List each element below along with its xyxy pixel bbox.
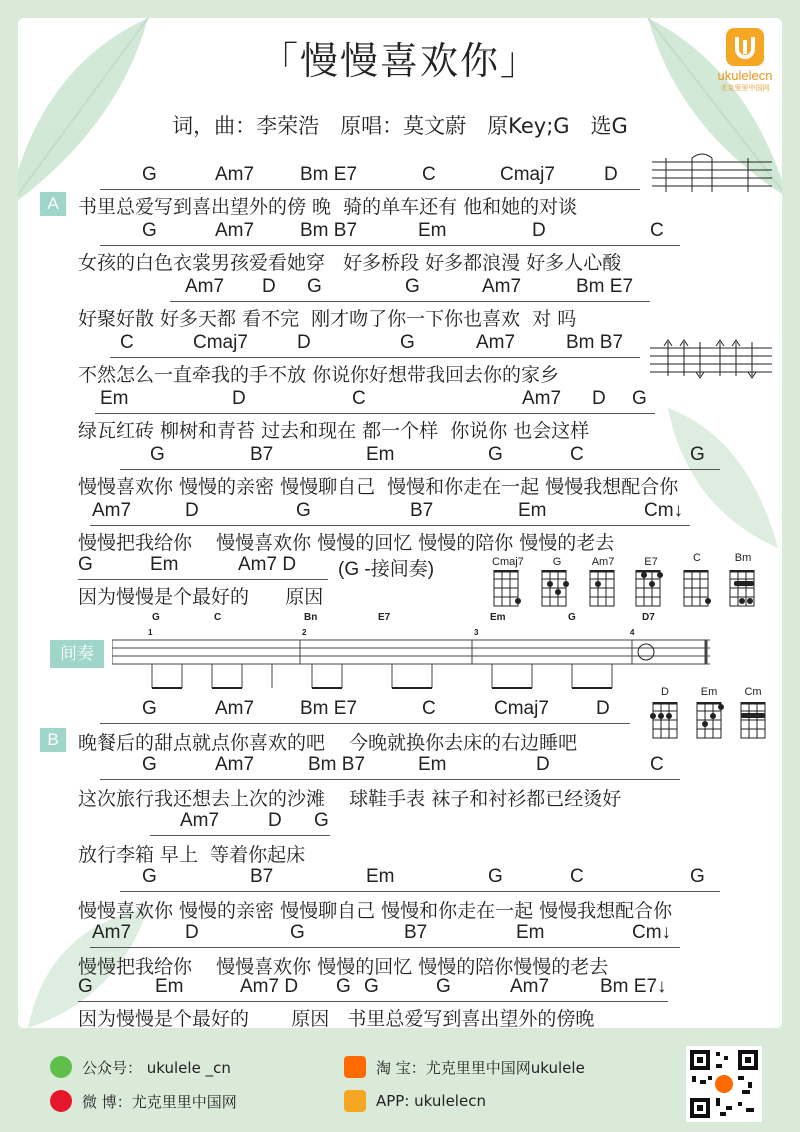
chord: C bbox=[422, 164, 436, 185]
chord: D bbox=[592, 388, 606, 409]
chord: G bbox=[296, 500, 311, 521]
chord-underline bbox=[78, 579, 328, 580]
chord: Am7 D bbox=[238, 554, 297, 575]
section-b-label: B bbox=[40, 728, 66, 752]
chord: D bbox=[297, 332, 311, 353]
wechat-info bbox=[50, 1056, 231, 1078]
chord: C bbox=[650, 754, 664, 775]
chord: Em bbox=[155, 976, 184, 997]
chord: Cmaj7 bbox=[500, 164, 555, 185]
chord: G bbox=[290, 922, 305, 943]
chord: D bbox=[185, 922, 199, 943]
strum-pattern-icon bbox=[652, 152, 772, 196]
logo-subtitle: 尤克里里中国网 bbox=[720, 84, 770, 92]
tab-chord: G bbox=[152, 612, 160, 623]
song-credits: 词，曲：李荣浩 原唱：莫文蔚 原Key;G 选G bbox=[172, 114, 628, 138]
app-icon bbox=[344, 1090, 366, 1112]
chord: G bbox=[314, 810, 329, 831]
chord: Am7 D bbox=[240, 976, 299, 997]
chord: Em bbox=[518, 500, 547, 521]
chord: Am7 bbox=[92, 500, 132, 521]
chord: G bbox=[400, 332, 415, 353]
chord: Em bbox=[516, 922, 545, 943]
app-text: APP: ukulelecn bbox=[376, 1092, 486, 1110]
chord-underline bbox=[90, 947, 680, 948]
interlude-tablature bbox=[112, 636, 712, 694]
section-a-label: A bbox=[40, 192, 66, 216]
chord: B7 bbox=[250, 444, 274, 465]
tab-chord: G bbox=[568, 612, 576, 623]
lyric-line: 女孩的白色衣裳男孩爱看她穿 好多桥段 好多都浪漫 好多人心酸 bbox=[78, 252, 622, 274]
chord: C bbox=[650, 220, 664, 241]
chord: Am7 bbox=[215, 754, 255, 775]
lyric-line: 慢慢把我给你 慢慢喜欢你 慢慢的回忆 慢慢的陪你慢慢的老去 bbox=[78, 956, 609, 978]
lyric-line: 慢慢把我给你 慢慢喜欢你 慢慢的回忆 慢慢的陪你 慢慢的老去 bbox=[78, 532, 615, 554]
lyric-line: 放行李箱 早上 等着你起床 bbox=[78, 844, 306, 866]
chord: Em bbox=[366, 866, 395, 887]
chord: B7 bbox=[404, 922, 428, 943]
footer bbox=[0, 1040, 800, 1132]
chord: Bm E7 bbox=[576, 276, 634, 297]
chord: Bm B7 bbox=[566, 332, 624, 353]
chord: G bbox=[142, 754, 157, 775]
tab-chord: D7 bbox=[642, 612, 655, 623]
chord: Cm↓ bbox=[632, 922, 672, 943]
chord-underline bbox=[120, 469, 720, 470]
chord-underline bbox=[120, 891, 720, 892]
taobao-info bbox=[344, 1056, 585, 1078]
chord-diagram-label: Cm bbox=[744, 686, 762, 698]
chord: G bbox=[307, 276, 322, 297]
chord-grid-icons bbox=[650, 702, 780, 742]
chord: G bbox=[142, 866, 157, 887]
chord: Bm E7 bbox=[300, 164, 358, 185]
lyric-line: 晚餐后的甜点就点你喜欢的吧 今晚就换你去床的右边睡吧 bbox=[78, 732, 578, 754]
chord: D bbox=[596, 698, 610, 719]
chord: G bbox=[632, 388, 647, 409]
lyric-line: 不然怎么一直牵我的手不放 你说你好想带我回去你的家乡 bbox=[78, 364, 560, 386]
chord-underline bbox=[110, 357, 640, 358]
taobao-icon bbox=[344, 1056, 366, 1078]
app-info bbox=[344, 1090, 486, 1112]
chord: Em bbox=[366, 444, 395, 465]
tab-chord: Bn bbox=[304, 612, 318, 623]
chord: G bbox=[78, 554, 93, 575]
tab-chord: E7 bbox=[378, 612, 391, 623]
chord-underline bbox=[90, 525, 690, 526]
chord: G bbox=[78, 976, 93, 997]
chord: Em bbox=[100, 388, 129, 409]
chord: Cm↓ bbox=[644, 500, 684, 521]
measure-number: 4 bbox=[630, 628, 635, 637]
lyric-line: 好聚好散 好多天都 看不完 刚才吻了你一下你也喜欢 对 吗 bbox=[78, 308, 577, 330]
lyric-line: 因为慢慢是个最好的 原因 书里总爱写到喜出望外的傍晚 bbox=[78, 1008, 595, 1030]
ukulele-logo-icon bbox=[726, 28, 764, 66]
chord: D bbox=[232, 388, 246, 409]
chord-underline bbox=[95, 413, 655, 414]
chord-underline bbox=[78, 1001, 668, 1002]
chord: D bbox=[262, 276, 276, 297]
chord-underline bbox=[100, 245, 680, 246]
chord-underline bbox=[150, 835, 330, 836]
chord-diagram-label: C bbox=[693, 552, 701, 564]
chord-diagram-label: E7 bbox=[644, 556, 658, 568]
chord: G bbox=[436, 976, 451, 997]
weibo-text: 微 博：尤克里里中国网 bbox=[82, 1092, 237, 1111]
chord: B7 bbox=[250, 866, 274, 887]
chord-underline bbox=[170, 301, 650, 302]
measure-number: 1 bbox=[148, 628, 153, 637]
chord: Am7 bbox=[215, 220, 255, 241]
chord: Am7 bbox=[215, 164, 255, 185]
chord: Bm E7↓ bbox=[600, 976, 667, 997]
chord: D bbox=[536, 754, 550, 775]
chord: C bbox=[120, 332, 134, 353]
lyric-line: 这次旅行我还想去上次的沙滩 球鞋手表 袜子和衬衫都已经烫好 bbox=[78, 788, 622, 810]
chord: Am7 bbox=[476, 332, 516, 353]
lyric-line: 慢慢喜欢你 慢慢的亲密 慢慢聊自己 慢慢和你走在一起 慢慢我想配合你 bbox=[78, 476, 679, 498]
chord: Cmaj7 bbox=[193, 332, 248, 353]
chord: G bbox=[142, 220, 157, 241]
taobao-text: 淘 宝：尤克里里中国网ukulele bbox=[376, 1058, 585, 1077]
chord: Am7 bbox=[180, 810, 220, 831]
chord: G bbox=[690, 866, 705, 887]
chord-diagram-label: Cmaj7 bbox=[492, 556, 524, 568]
chord: G bbox=[488, 866, 503, 887]
chord: G bbox=[336, 976, 351, 997]
chord: Am7 bbox=[510, 976, 550, 997]
chord-grid-icons bbox=[490, 570, 770, 612]
chord: D bbox=[532, 220, 546, 241]
chord-underline bbox=[100, 779, 680, 780]
lyric-line: 绿瓦红砖 柳树和青苔 过去和现在 都一个样 你说你 也会这样 bbox=[78, 420, 590, 442]
chord-diagram-label: Em bbox=[700, 686, 718, 698]
chord: D bbox=[604, 164, 618, 185]
weibo-info bbox=[50, 1090, 237, 1112]
chord-diagram-label: Bm bbox=[734, 552, 752, 564]
chord: Em bbox=[150, 554, 179, 575]
chord: C bbox=[352, 388, 366, 409]
chord: (G -接间奏) bbox=[338, 559, 435, 580]
wechat-text: 公众号： ukulele _cn bbox=[82, 1058, 231, 1077]
chord: C bbox=[570, 866, 584, 887]
chord: Bm E7 bbox=[300, 698, 358, 719]
chord: G bbox=[364, 976, 379, 997]
chord: G bbox=[690, 444, 705, 465]
chord: Bm B7 bbox=[300, 220, 358, 241]
chord-diagram-label: D bbox=[661, 686, 669, 698]
tab-chord: Em bbox=[490, 612, 506, 623]
weibo-icon bbox=[50, 1090, 72, 1112]
chord: C bbox=[422, 698, 436, 719]
song-title: 「慢慢喜欢你」 bbox=[259, 39, 540, 83]
interlude-label: 间奏 bbox=[50, 640, 104, 668]
strum-pattern-icon bbox=[650, 336, 772, 380]
chord: B7 bbox=[410, 500, 434, 521]
chord-underline bbox=[100, 723, 630, 724]
chord: Am7 bbox=[215, 698, 255, 719]
lyric-line: 书里总爱写到喜出望外的傍 晚 骑的单车还有 他和她的对谈 bbox=[78, 196, 578, 218]
chord: G bbox=[150, 444, 165, 465]
chord: Em bbox=[418, 220, 447, 241]
chord-diagram-label: Am7 bbox=[591, 556, 615, 568]
chord: G bbox=[142, 164, 157, 185]
chord: Am7 bbox=[522, 388, 562, 409]
measure-number: 3 bbox=[474, 628, 479, 637]
qr-code-icon[interactable] bbox=[686, 1046, 762, 1122]
chord: Am7 bbox=[92, 922, 132, 943]
lyric-line: 因为慢慢是个最好的 原因 bbox=[78, 586, 324, 608]
measure-number: 2 bbox=[302, 628, 307, 637]
chord: D bbox=[185, 500, 199, 521]
chord: Em bbox=[418, 754, 447, 775]
lyric-line: 慢慢喜欢你 慢慢的亲密 慢慢聊自己 慢慢和你走在一起 慢慢我想配合你 bbox=[78, 900, 673, 922]
chord: Cmaj7 bbox=[494, 698, 549, 719]
chord: Am7 bbox=[482, 276, 522, 297]
chord: Am7 bbox=[185, 276, 225, 297]
chord: Bm B7 bbox=[308, 754, 366, 775]
wechat-icon bbox=[50, 1056, 72, 1078]
chord: G bbox=[405, 276, 420, 297]
chord: D bbox=[268, 810, 282, 831]
ukulelecn-logo bbox=[700, 28, 790, 93]
chord-underline bbox=[100, 189, 640, 190]
chord: G bbox=[488, 444, 503, 465]
logo-name: ukulelecn bbox=[717, 68, 773, 83]
chord: G bbox=[142, 698, 157, 719]
chord-diagram-label: G bbox=[552, 556, 562, 568]
chord: C bbox=[570, 444, 584, 465]
tab-chord: C bbox=[214, 612, 222, 623]
